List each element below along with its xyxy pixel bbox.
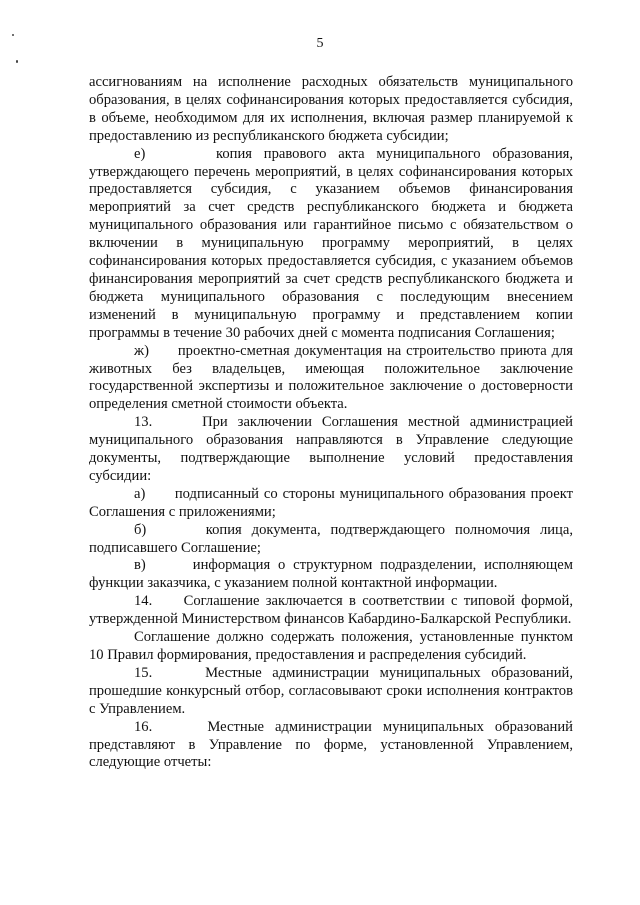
paragraph-item-b: б) копия документа, подтверждающего полномочия лица, подписавшего Соглашение; [89,521,573,556]
paragraph-clause-13: 13. При заключении Соглашения местной администрацией муниципального образования направляются в Управление следующие документы, подтверждающие выполнение условий предоставления субсидии: [89,414,573,484]
paragraph-item-v: в) информация о структурном подразделении, исполняющем функции заказчика, с указанием полной контактной информации. [89,557,573,592]
paragraph-clause-14: 14. Соглашение заключается в соответствии с типовой формой, утвержденной Министерством финансов Кабардино-Балкарской Республики. [89,593,573,628]
paragraph-clause-15: 15. Местные администрации муниципальных образований, прошедшие конкурсный отбор, согласовывают сроки исполнения контрактов с Управлением. [89,664,573,717]
paragraph-appropriations: ассигнованиям на исполнение расходных обязательств муниципального образования, в целях софинансирования которых предоставляется субсидия, в объеме, необходимом для их исполнения, включая размер планируемой к предоставлению из республиканского бюджета субсидии; [89,74,573,144]
paragraph-clause-16: 16. Местные администрации муниципальных образований представляют в Управление по форме, установленной Управлением, следующие отчеты: [89,718,573,771]
page-number: 5 [316,36,324,51]
paragraph-item-a: а) подписанный со стороны муниципального образования проект Соглашения с приложениями; [89,485,573,520]
scan-speck [16,60,18,63]
paragraph-agreement-provisions: Соглашение должно содержать положения, установленные пунктом 10 Правил формирования, предоставления и распределения субсидий. [89,629,573,663]
paragraph-item-e: е) копия правового акта муниципального образования, утверждающего перечень мероприятий, в целях софинансирования которых предоставляется субсидия, с указанием объемов финансирования мероприятий за счет средств республиканского бюджета и бюджета муниципального образования или гарантийное письмо с обязательством о включении в муниципальную программу мероприятий, в целях софинансирования которых предоставляется субсидия, с указанием объемов финансирования мероприятий за счет средств республиканского бюджета и бюджета муниципального образования с последующим внесением изменений в муниципальную программу и представлением копии программы в течение 30 рабочих дней с момента подписания Соглашения; [89,145,573,341]
paragraph-item-zh: ж) проектно-сметная документация на строительство приюта для животных без владельцев, имеющая положительное заключение государственной экспертизы и положительное заключение о достоверности определения сметной стоимости объекта. [89,342,573,413]
document-body [89,74,573,772]
